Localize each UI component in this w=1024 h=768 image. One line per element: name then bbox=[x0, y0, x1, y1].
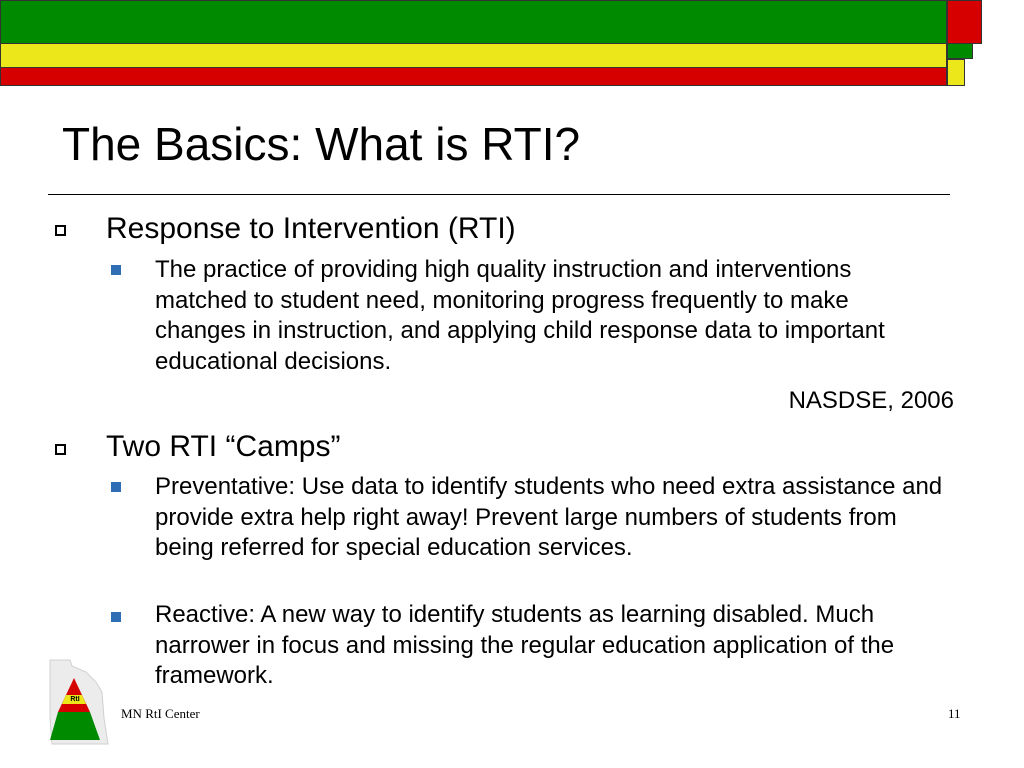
corner-square-green bbox=[947, 43, 973, 59]
citation: NASDSE, 2006 bbox=[788, 387, 954, 414]
corner-square-red bbox=[947, 0, 982, 44]
footer-org: MN RtI Center bbox=[121, 706, 200, 721]
page-number: 11 bbox=[948, 706, 961, 721]
mn-rti-logo bbox=[46, 658, 112, 746]
square-bullet-icon bbox=[111, 265, 121, 275]
logo-label: RtI bbox=[70, 696, 80, 703]
camp-reactive: Reactive: A new way to identify students as learning disabled. Much narrower in focus and missing the regular education application of the framework. bbox=[155, 601, 895, 689]
square-bullet-icon bbox=[111, 612, 121, 622]
square-bullet-icon bbox=[111, 482, 121, 492]
hollow-square-bullet-icon bbox=[55, 444, 66, 455]
section-heading-camps: Two RTI “Camps” bbox=[106, 430, 341, 463]
slide-title: The Basics: What is RTI? bbox=[62, 118, 581, 170]
rti-definition: The practice of providing high quality instruction and interventions matched to student need, monitoring progress frequently to make changes in instruction, and applying child response data to important educational decisions. bbox=[155, 256, 885, 375]
corner-square-yellow bbox=[947, 59, 965, 86]
header-stripe-red bbox=[0, 67, 947, 86]
title-divider bbox=[48, 194, 950, 195]
header-stripe-yellow bbox=[0, 43, 947, 68]
header-stripe-green bbox=[0, 0, 947, 44]
camp-preventative: Preventative: Use data to identify students who need extra assistance and provide extra help right away! Prevent large numbers of students from being referred for special education services. bbox=[155, 473, 943, 561]
section-heading-rti: Response to Intervention (RTI) bbox=[106, 212, 516, 245]
hollow-square-bullet-icon bbox=[55, 225, 66, 236]
